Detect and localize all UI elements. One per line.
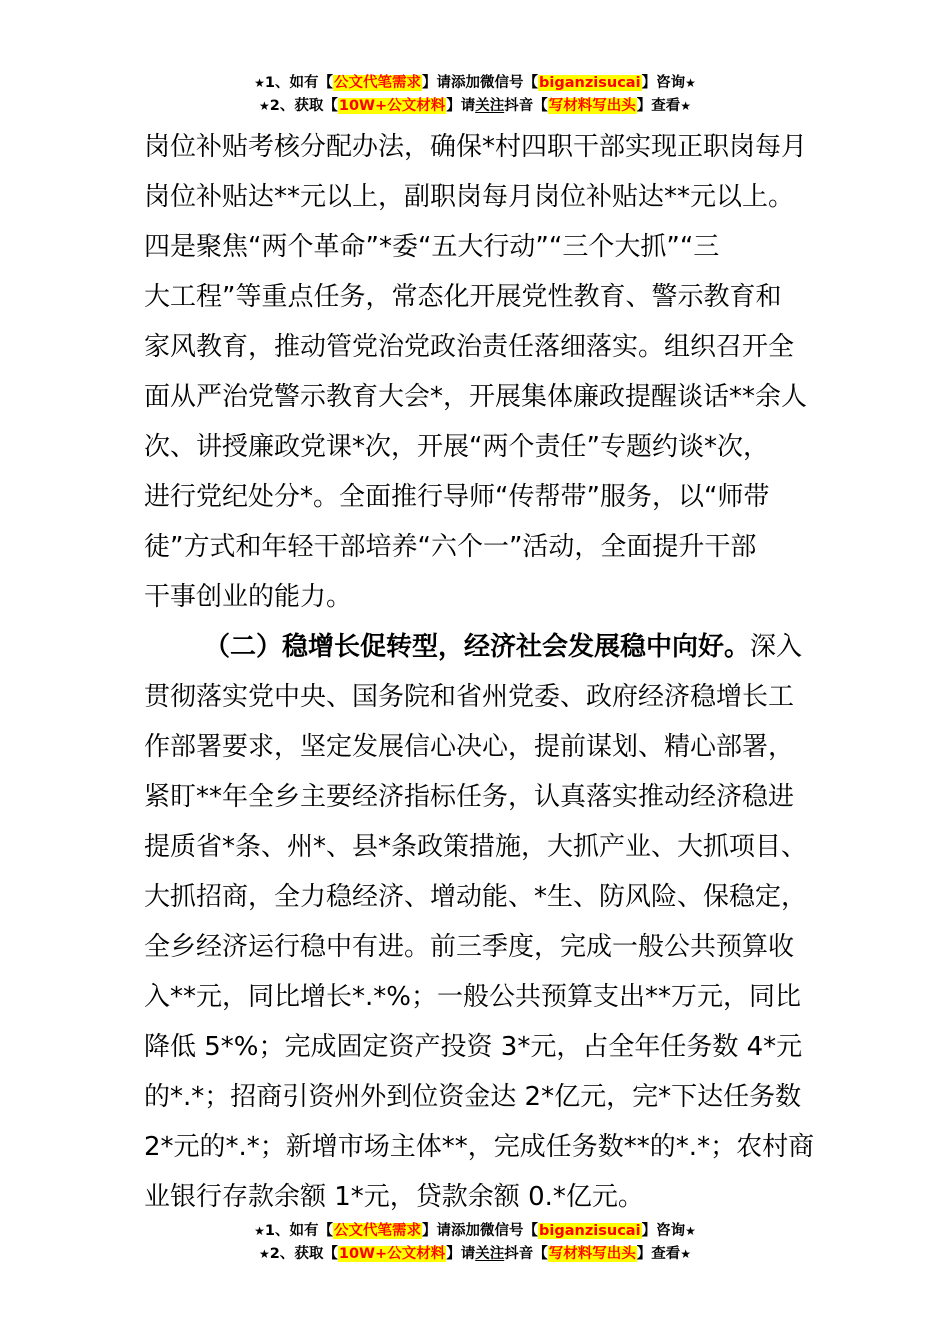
wechat-id: biganzisucai [539, 1223, 641, 1239]
highlight-text: 公文代笔需求 [334, 75, 422, 91]
banner-line-2 [0, 1243, 950, 1266]
text-line: 业银行存款余额 1*元，贷款余额 0.*亿元。 [144, 1182, 644, 1212]
footer-banner [0, 1220, 950, 1266]
text-line: 岗位补贴达**元以上，副职岗每月岗位补贴达**元以上。 [144, 182, 795, 212]
banner-line-1 [0, 72, 950, 95]
banner-emphasis: 关注 [475, 98, 505, 114]
text-line: 大抓招商，全力稳经济、增动能、*生、防风险、保稳定， [144, 882, 808, 912]
star-icon: ★ [680, 99, 691, 113]
banner-line-2 [0, 95, 950, 118]
banner-emphasis: 添加 [451, 1223, 481, 1239]
banner-text: 微信号【 [480, 75, 539, 91]
section-heading: （二）稳增长促转型，经济社会发展稳中向好。 [204, 632, 751, 662]
banner-text: 】请 [446, 98, 476, 114]
star-icon: ★ [685, 76, 696, 90]
banner-text: 】请 [422, 1223, 452, 1239]
section-heading-line [144, 622, 808, 672]
star-icon: ★ [685, 1224, 696, 1238]
banner-text: 1、如有【 [264, 75, 334, 91]
banner-text: 1、如有【 [264, 1223, 334, 1239]
text-line: 大工程”等重点任务，常态化开展党性教育、警示教育和 [144, 282, 782, 312]
highlight-text: 10W+公文材料 [338, 98, 446, 114]
banner-text: 2、获取【 [269, 98, 338, 114]
star-icon: ★ [680, 1247, 691, 1261]
wechat-id: biganzisucai [539, 75, 641, 91]
banner-text: 】查看 [636, 1246, 681, 1262]
text-line: 贯彻落实党中央、国务院和省州党委、政府经济稳增长工 [144, 682, 795, 712]
text-line: 降低 5*%；完成固定资产投资 3*元，占全年任务数 4*元 [144, 1032, 803, 1062]
text-run: 深入 [750, 632, 803, 662]
banner-text: 】请 [422, 75, 452, 91]
highlight-text: 10W+公文材料 [338, 1246, 446, 1262]
header-banner [0, 72, 950, 118]
text-line: 2*元的*.*；新增市场主体**，完成任务数**的*.*；农村商 [144, 1132, 815, 1162]
text-line: 进行党纪处分*。全面推行导师“传帮带”服务，以“师带 [144, 482, 770, 512]
banner-text: 】咨询 [641, 1223, 686, 1239]
banner-text: 抖音【 [504, 98, 548, 114]
text-line: 次、讲授廉政党课*次，开展“两个责任”专题约谈*次， [144, 432, 769, 462]
text-line: 徒”方式和年轻干部培养“六个一”活动，全面提升干部 [144, 532, 757, 562]
text-line: 紧盯**年全乡主要经济指标任务，认真落实推动经济稳进 [144, 782, 795, 812]
banner-text: 2、获取【 [269, 1246, 338, 1262]
star-icon: ★ [254, 1224, 265, 1238]
banner-text: 】查看 [636, 98, 681, 114]
douyin-id: 写材料写出头 [548, 1246, 636, 1262]
text-line: 提质省*条、州*、县*条政策措施，大抓产业、大抓项目、 [144, 832, 808, 862]
text-line: 四是聚焦“两个革命”*委“五大行动”“三个大抓”“三 [144, 232, 720, 262]
text-line: 干事创业的能力。 [144, 582, 353, 612]
douyin-id: 写材料写出头 [548, 98, 636, 114]
text-line: 面从严治党警示教育大会*，开展集体廉政提醒谈话**余人 [144, 382, 808, 412]
text-line: 全乡经济运行稳中有进。前三季度，完成一般公共预算收 [144, 932, 795, 962]
banner-text: 】咨询 [641, 75, 686, 91]
text-line: 的*.*；招商引资州外到位资金达 2*亿元，完*下达任务数 [144, 1082, 802, 1112]
text-line: 岗位补贴考核分配办法，确保*村四职干部实现正职岗每月 [144, 132, 808, 162]
star-icon: ★ [259, 99, 270, 113]
star-icon: ★ [259, 1247, 270, 1261]
banner-text: 抖音【 [504, 1246, 548, 1262]
banner-text: 微信号【 [480, 1223, 539, 1239]
document-body [144, 122, 815, 1222]
banner-emphasis: 关注 [475, 1246, 505, 1262]
banner-line-1 [0, 1220, 950, 1243]
text-line: 作部署要求，坚定发展信心决心，提前谋划、精心部署， [144, 732, 795, 762]
highlight-text: 公文代笔需求 [334, 1223, 422, 1239]
text-line: 家风教育，推动管党治党政治责任落细落实。组织召开全 [144, 332, 795, 362]
star-icon: ★ [254, 76, 265, 90]
banner-emphasis: 添加 [451, 75, 481, 91]
text-line: 入**元，同比增长*.*%；一般公共预算支出**万元，同比 [144, 982, 801, 1012]
banner-text: 】请 [446, 1246, 476, 1262]
